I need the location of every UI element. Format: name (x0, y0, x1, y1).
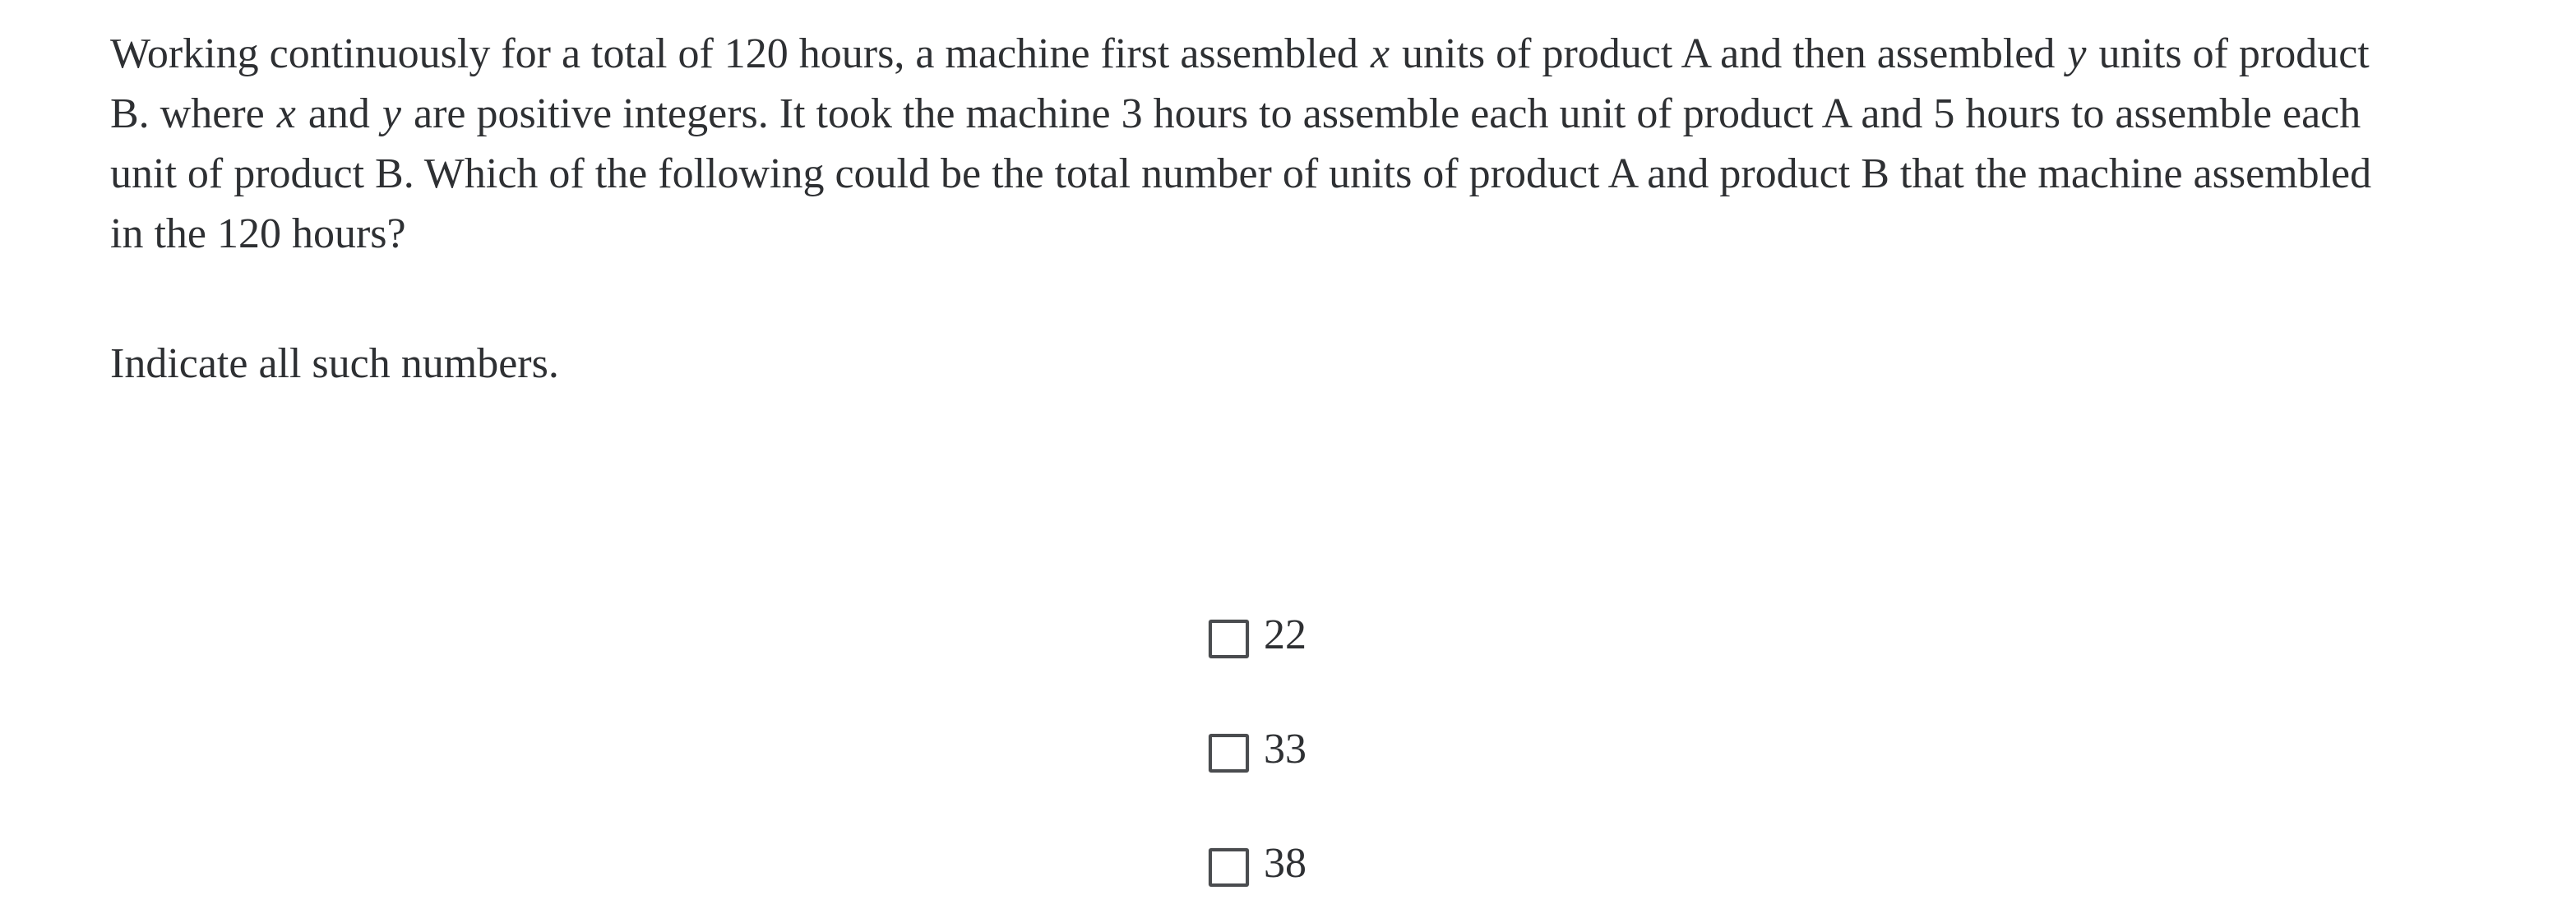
question-segment: and (308, 90, 370, 137)
question-segment: unit of product B. Which of the following could be the total number of units of product A and product B that the machine assembled (110, 150, 2372, 197)
option-checkbox[interactable] (1209, 848, 1249, 887)
option-label[interactable]: 38 (1264, 840, 1306, 887)
question-segment: units of product (2098, 30, 2370, 77)
question-line (110, 144, 2576, 204)
option-checkbox[interactable] (1209, 734, 1249, 773)
option-row (1209, 726, 1306, 773)
prompt-text: Indicate all such numbers. (110, 340, 559, 387)
math-variable-y: y (382, 90, 401, 137)
option-checkbox[interactable] (1209, 620, 1249, 658)
question-text (0, 0, 2576, 264)
question-line (110, 204, 2576, 264)
option-row (1209, 611, 1306, 659)
question-segment: B. where (110, 90, 265, 137)
options-list (1209, 611, 1306, 888)
option-label[interactable]: 33 (1264, 726, 1306, 773)
question-segment: units of product A and then assembled (1402, 30, 2056, 77)
question-segment: Working continuously for a total of 120 hours, a machine first assembled (110, 30, 1358, 77)
question-line (110, 84, 2576, 144)
question-line (110, 24, 2576, 84)
math-variable-x: x (1370, 30, 1390, 77)
math-variable-x: x (276, 90, 296, 137)
option-label[interactable]: 22 (1264, 611, 1306, 658)
question-segment: in the 120 hours? (110, 210, 406, 257)
math-variable-y: y (2067, 30, 2087, 77)
question-segment: are positive integers. It took the machine 3 hours to assemble each unit of product A and 5 hours to assemble each (414, 90, 2361, 137)
option-row (1209, 840, 1306, 888)
